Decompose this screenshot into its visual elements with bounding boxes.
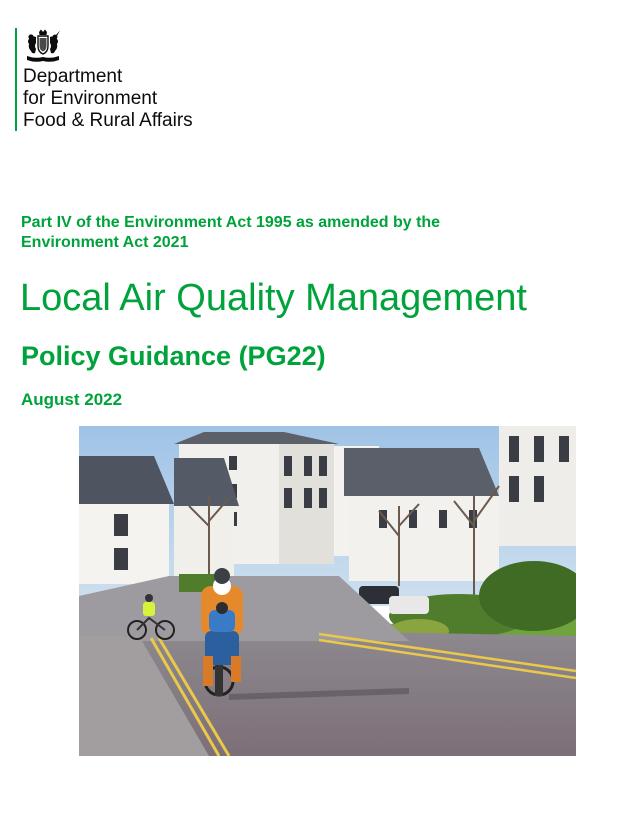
document-subtitle: Policy Guidance (PG22) [21,341,326,371]
act-reference-line: Environment Act 2021 [21,234,189,251]
document-title: Local Air Quality Management [20,277,527,319]
department-name-line: Department [23,66,123,87]
department-name [23,66,193,132]
act-reference-line: Part IV of the Environment Act 1995 as amended by the [21,214,441,231]
act-reference [21,213,581,253]
cover-photo [79,426,576,756]
department-name-line: for Environment [23,88,158,109]
publication-date: August 2022 [21,390,123,409]
department-name-line: Food & Rural Affairs [23,110,193,131]
logo-divider [15,28,17,131]
royal-coat-of-arms-icon [23,29,63,63]
